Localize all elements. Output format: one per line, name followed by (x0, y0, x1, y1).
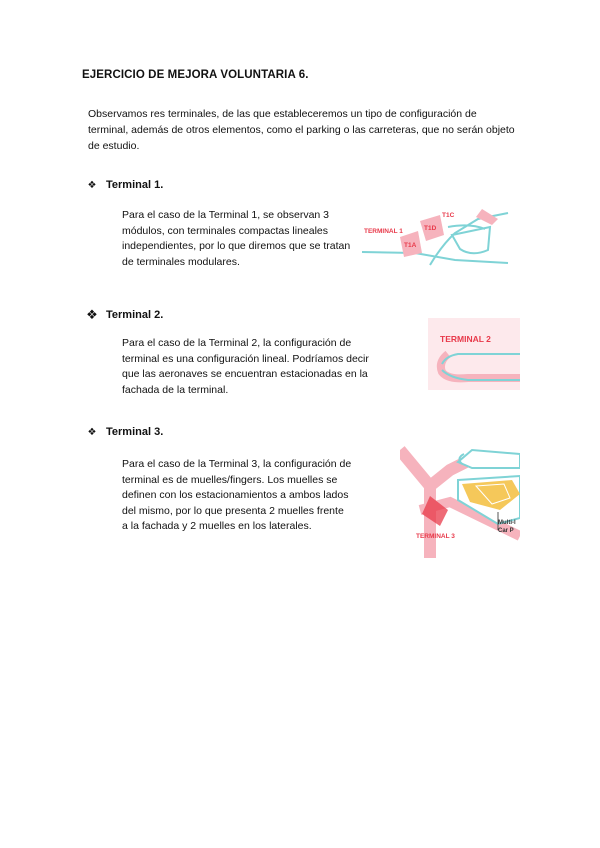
terminal-3-label: TERMINAL 3 (416, 533, 455, 540)
terminal-1-figure (360, 205, 510, 280)
diamond-bullet-icon: ❖ (87, 179, 97, 191)
terminal-2-figure (428, 318, 520, 390)
t1c-label: T1C (442, 212, 455, 219)
intro-paragraph: Observamos res terminales, de las que estableceremos un tipo de configuración de terminal, además de otros elementos, como el parking o las carreteras, que no serán objeto de estudio. (88, 108, 515, 152)
section-heading-terminal-2 (86, 307, 163, 323)
terminal-3-figure (400, 440, 520, 558)
terminal-2-paragraph: Para el caso de la Terminal 2, la configuración de terminal es una configuración lineal. Podríamos decir que las aeronaves se encuentran estacionadas en la fachada de la terminal. (122, 337, 369, 396)
diamond-bullet-icon: ❖ (87, 426, 97, 438)
multi-level-label: Multi-l (498, 520, 516, 526)
page-title: EJERCICIO DE MEJORA VOLUNTARIA 6. (82, 69, 309, 81)
diamond-bullet-icon: ❖ (86, 307, 98, 322)
terminal-3-paragraph: Para el caso de la Terminal 3, la configuración de terminal es de muelles/fingers. Los muelles se definen con los estacionamientos a ambos lados del mismo, por lo que presenta 2 muelles frente a la fachada y 2 muelles en los laterales. (122, 458, 352, 532)
terminal-2-label: TERMINAL 2 (440, 334, 491, 344)
section-heading-terminal-1 (86, 179, 163, 191)
t1a-label: T1A (404, 242, 417, 249)
section-heading-label: Terminal 1. (106, 179, 164, 191)
terminal-1-label: TERMINAL 1 (364, 228, 403, 235)
section-heading-terminal-3 (86, 426, 163, 438)
section-heading-label: Terminal 3. (106, 426, 164, 438)
terminal-1-paragraph: Para el caso de la Terminal 1, se observan 3 módulos, con terminales compactas lineales independientes, por lo que diremos que se tratan de terminales modulares. (122, 209, 351, 268)
t1d-label: T1D (424, 225, 437, 232)
car-park-label: Car P (498, 528, 514, 534)
section-heading-label: Terminal 2. (106, 309, 164, 321)
